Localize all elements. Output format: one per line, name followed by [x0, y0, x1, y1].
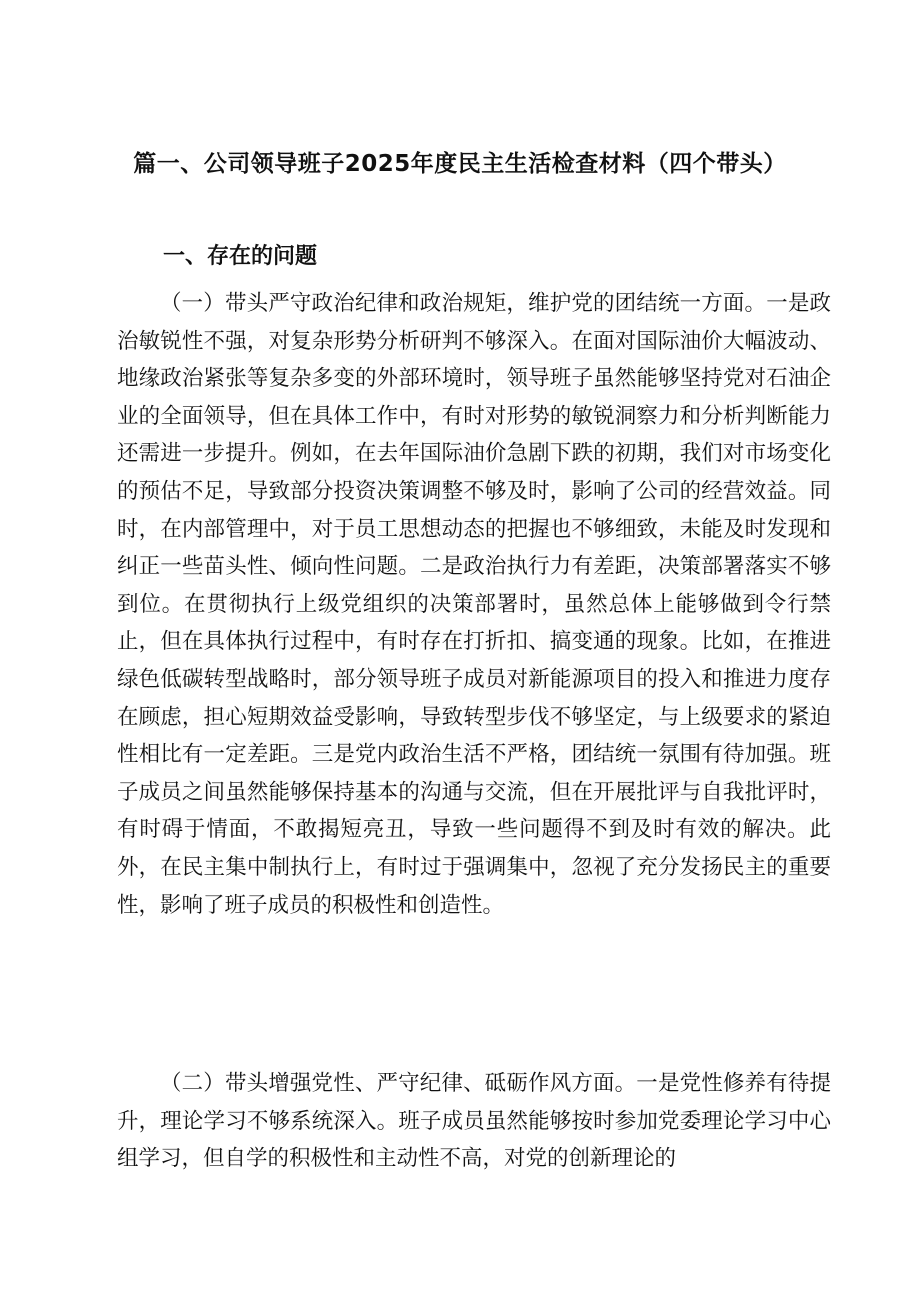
- section-heading: 一、存在的问题: [163, 244, 318, 269]
- document-title: 篇一、公司领导班子2025年度民主生活检查材料（四个带头）: [133, 151, 787, 177]
- body-paragraph-1: （一）带头严守政治纪律和政治规矩，维护党的团结统一方面。一是政治敏锐性不强，对复杂形势分析研判不够深入。在面对国际油价大幅波动、地缘政治紧张等复杂多变的外部环境时，领导班子虽然能够坚持党对石油企业的全面领导，但在具体工作中，有时对形势的敏锐洞察力和分析判断能力还需进一步提升。例如，在去年国际油价急剧下跌的初期，我们对市场变化的预估不足，导致部分投资决策调整不够及时，影响了公司的经营效益。同时，在内部管理中，对于员工思想动态的把握也不够细致，未能及时发现和纠正一些苗头性、倾向性问题。二是政治执行力有差距，决策部署落实不够到位。在贯彻执行上级党组织的决策部署时，虽然总体上能够做到令行禁止，但在具体执行过程中，有时存在打折扣、搞变通的现象。比如，在推进绿色低碳转型战略时，部分领导班子成员对新能源项目的投入和推进力度存在顾虑，担心短期效益受影响，导致转型步伐不够坚定，与上级要求的紧迫性相比有一定差距。三是党内政治生活不严格，团结统一氛围有待加强。班子成员之间虽然能够保持基本的沟通与交流，但在开展批评与自我批评时，有时碍于情面，不敢揭短亮丑，导致一些问题得不到及时有效的解决。此外，在民主集中制执行上，有时过于强调集中，忽视了充分发扬民主的重要性，影响了班子成员的积极性和创造性。: [117, 291, 831, 918]
- body-paragraph-2: （二）带头增强党性、严守纪律、砥砺作风方面。一是党性修养有待提升，理论学习不够系统深入。班子成员虽然能够按时参加党委理论学习中心组学习，但自学的积极性和主动性不高，对党的创新理论的: [117, 1071, 831, 1172]
